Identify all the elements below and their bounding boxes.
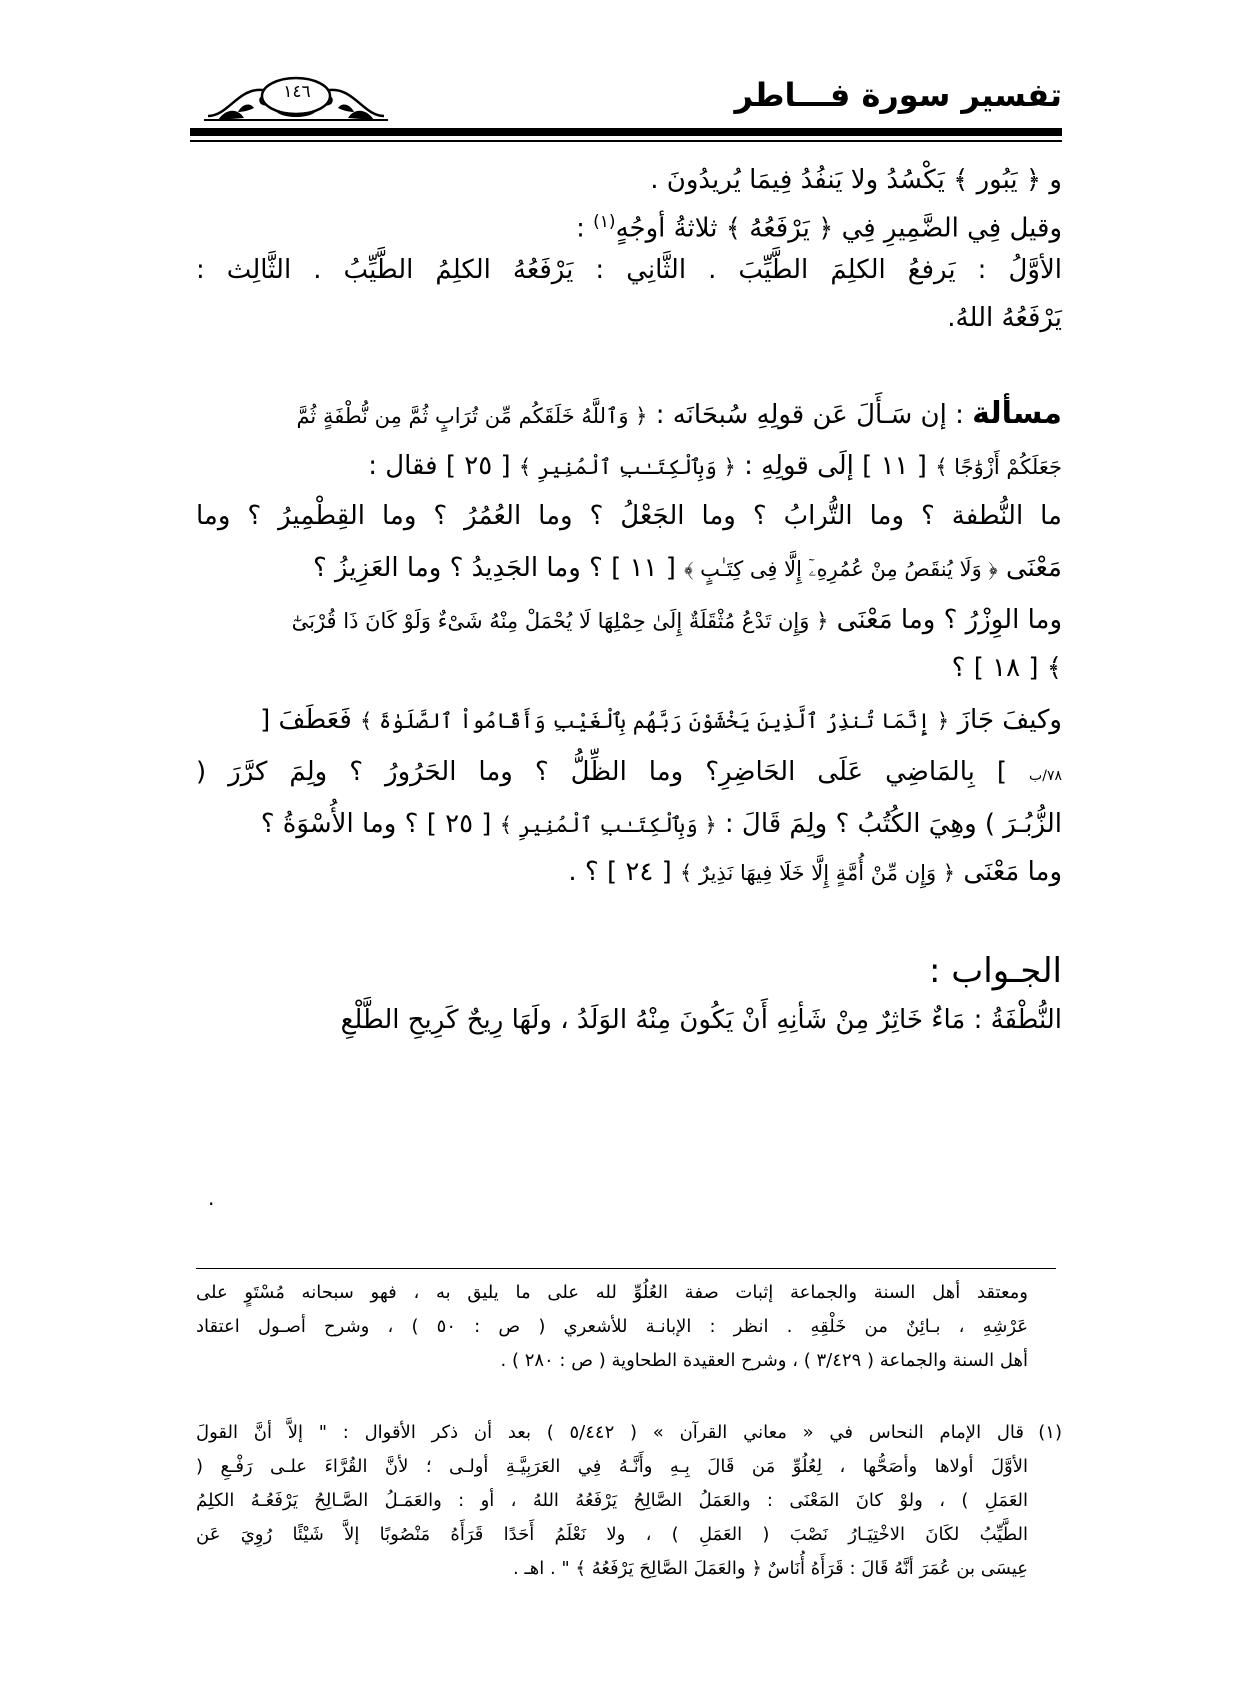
text-span: الأوَّلَ أولاها وأصَحُّها ، لِعُلُوِّ مَن قَالَ بِـهِ وأَنَّـهُ فِي العَرَبِيَّـةِ أولـى ؛ لأنَّ القُرَّاءَ علـى رَفْـعِ ( <box>196 1456 1028 1477</box>
body-line-4 <box>196 298 1062 338</box>
footnote-line-7 <box>196 1520 1028 1550</box>
question-line-9 <box>196 804 1062 845</box>
text-span: ] بِالمَاضِي عَلَى الحَاضِرِ؟ وما الظِّلُّ ؟ وما الحَرُورُ ؟ ولِمَ كرَّرَ ( <box>196 757 1030 787</box>
text-span: وما الوِزْرُ ؟ وما مَعْنَى <box>828 605 1062 635</box>
question-line-2 <box>196 446 1062 487</box>
text-span: ﴾ [ ١٨ ] ؟ <box>951 653 1062 683</box>
text-span: فَعَطَفَ [ <box>260 705 361 735</box>
footnote-line-2 <box>196 1312 1028 1342</box>
text-span: الزُّبُـرَ ) وهِيَ الكُتُبُ ؟ ولِمَ قَالَ : <box>716 809 1062 839</box>
question-line-10 <box>196 852 1062 893</box>
quran-verse: ﴿ وَإِن مِّنْ أُمَّةٍ إِلَّا خَلَا فِيهَا نَذِيرٌ ﴾ <box>680 861 956 885</box>
footnote-rule <box>196 1268 1056 1269</box>
page-number: ١٤٦ <box>283 82 311 102</box>
answer-line-1 <box>196 1000 1062 1040</box>
text-span: [ ١١ ] ؟ وما الجَدِيدُ ؟ وما العَزِيزُ ؟ <box>312 553 685 583</box>
end-dot: . <box>208 1186 215 1210</box>
text-span: وما مَعْنَى <box>955 857 1062 887</box>
footnote-reference[interactable]: (١) <box>593 212 616 232</box>
text-span: الطَّيِّبُ لكَانَ الاخْتِيَـارُ نَصْبَ ( العَمَلِ ) ، ولا نَعْلَمُ أَحَدًا قَرَأَهُ مَنْصُوبًا إلاَّ شَيْئًا رُوِيَ عَن <box>196 1524 1028 1545</box>
footnote-line-6 <box>196 1486 1028 1516</box>
text-span: وكيفَ جَازَ <box>949 705 1062 735</box>
text-span: النُّطْفَةُ : مَاءٌ خَاثِرٌ مِنْ شَأنِهِ أَنْ يَكُونَ مِنْهُ الوَلَدُ ، ولَهَا رِيحٌ كَرِيحِ الطَّلْعِ <box>340 1005 1062 1035</box>
text-span: مَعْنَى <box>997 553 1062 583</box>
question-heading: مسألة <box>972 396 1062 431</box>
body-line-1 <box>196 160 1062 200</box>
text-span: و ﴿ يَبُور ﴾ يَكْسُدُ ولا يَنفُدُ فِيمَا يُريدُونَ . <box>650 165 1062 195</box>
manuscript-folio-marker: ٧٨/ب <box>1029 768 1062 784</box>
question-line-5 <box>196 600 1062 641</box>
text-span: [ ٢٥ ] فقال : <box>368 451 519 481</box>
text-span: العَمَلِ ) ، ولوْ كانَ المَعْنَى : والعَمَلُ الصَّالِحُ يَرْفَعُهُ اللهُ ، أو : والعَمَـلُ الصَّـالِحُ يَرْفَعُـهُ الكلِمُ <box>196 1490 1028 1511</box>
text-span: عَرْشِهِ ، بـائِنٌ من خَلْقِهِ . انظر : الإبانـة للأشعري ( ص : ٥٠ ) ، وشرح أصـول اعتقاد <box>196 1316 1029 1337</box>
body-line-3 <box>196 250 1062 290</box>
text-span: [ ٢٥ ] ؟ وما الأُسْوَةُ ؟ <box>260 809 500 839</box>
text-span: : <box>576 213 594 244</box>
question-line-1 <box>196 394 1062 436</box>
text-span: : إن سَـأَلَ عَن قولِهِ سُبحَانَه : <box>647 400 973 430</box>
question-line-6 <box>196 648 1062 688</box>
body-line-2 <box>196 202 1062 249</box>
question-line-8 <box>196 752 1062 796</box>
quran-verse: ﴿ وَبِٱلْكِتَـٰبِ ٱلْمُنِيرِ ﴾ <box>518 455 736 479</box>
answer-heading <box>196 948 1062 994</box>
text-span: وقيل فِي الضَّمِيرِ فِي ﴿ يَرْفَعُهُ ﴾ ثلاثةُ أوجُهٍ <box>615 213 1062 244</box>
header-rule <box>190 128 1062 136</box>
text-span: يَرْفَعُهُ اللهُ. <box>947 303 1062 333</box>
question-line-7 <box>196 700 1062 741</box>
quran-verse: ﴿ وَإِن تَدْعُ مُثْقَلَةٌ إِلَىٰ حِمْلِهَا لَا يُحْمَلْ مِنْهُ شَىْءٌ وَلَوْ كَانَ ذَا قُرْبَىٰٓ <box>291 609 829 633</box>
header-rule-thin <box>190 140 1062 142</box>
text-span: [ ٢٤ ] ؟ . <box>568 857 681 887</box>
question-line-3 <box>196 496 1062 536</box>
quran-verse: ﴿ وَلَا يُنقَصُ مِنْ عُمُرِهِۦٓ إِلَّا فِى كِتَـٰبٍ ﴾ <box>684 557 998 581</box>
footnote-line-1 <box>196 1278 1028 1308</box>
question-line-4 <box>196 548 1062 589</box>
quran-verse: ﴿ وَٱللَّهُ خَلَقَكُم مِّن تُرَابٍ ثُمَّ مِن نُّطْفَةٍ ثُمَّ <box>296 404 648 428</box>
quran-verse: جَعَلَكُمْ أَزْوَٰجًا ﴾ <box>935 455 1062 479</box>
footnote-line-5 <box>196 1452 1028 1482</box>
text-span: [ ١١ ] إلَى قولِهِ : <box>735 451 936 481</box>
quran-verse: ﴿ إِنَّمَا تُنذِرُ ٱلَّذِينَ يَخْشَوْنَ رَبَّهُم بِٱلْغَيْبِ وَأَقَامُواْ ٱلصَّلَوٰةَ ﴾ <box>360 709 950 733</box>
quran-verse: ﴿ وَبِٱلْكِتَـٰبِ ٱلْمُنِيرِ ﴾ <box>499 813 717 837</box>
footnote-line-8 <box>196 1554 1028 1584</box>
text-span: عِيسَى بن عُمَرَ أنَّهُ قَالَ : قَرَأَهُ أُنَاسٌ ﴿ والعَمَلَ الصَّالِحَ يَرْفَعُهُ ﴾ " . اهـ . <box>513 1558 1028 1579</box>
footnote-line-4 <box>196 1418 1024 1448</box>
footnote-line-3 <box>196 1346 1028 1376</box>
text-span: قال الإمام النحاس في « معاني القرآن » ( ٥/٤٤٢ ) بعد أن ذكر الأقوال : " إلاَّ أنَّ القولَ <box>196 1422 1024 1443</box>
running-title: تفسير سورة فـــاطر <box>734 76 1062 114</box>
text-span: أهل السنة والجماعة ( ٣/٤٢٩ ) ، وشرح العقيدة الطحاوية ( ص : ٢٨٠ ) . <box>500 1350 1028 1371</box>
text-span: ما النُّطفة ؟ وما التُّرابُ ؟ وما الجَعْلُ ؟ وما العُمُرُ ؟ وما القِطْمِيرُ ؟ وما <box>196 501 1062 531</box>
footnote-marker: (١) <box>1038 1422 1062 1443</box>
text-span: الأوَّلُ : يَرفعُ الكلِمَ الطَّيِّبَ . الثَّانِي : يَرْفَعُهُ الكلِمُ الطَّيِّبُ . الثَّالِث : <box>196 255 1062 285</box>
text-span: ومعتقد أهل السنة والجماعة إثبات صفة العُلُوِّ لله على ما يليق به ، فهو سبحانه مُسْتَوٍ على <box>196 1282 1028 1303</box>
text-span: الجـواب : <box>929 951 1062 991</box>
